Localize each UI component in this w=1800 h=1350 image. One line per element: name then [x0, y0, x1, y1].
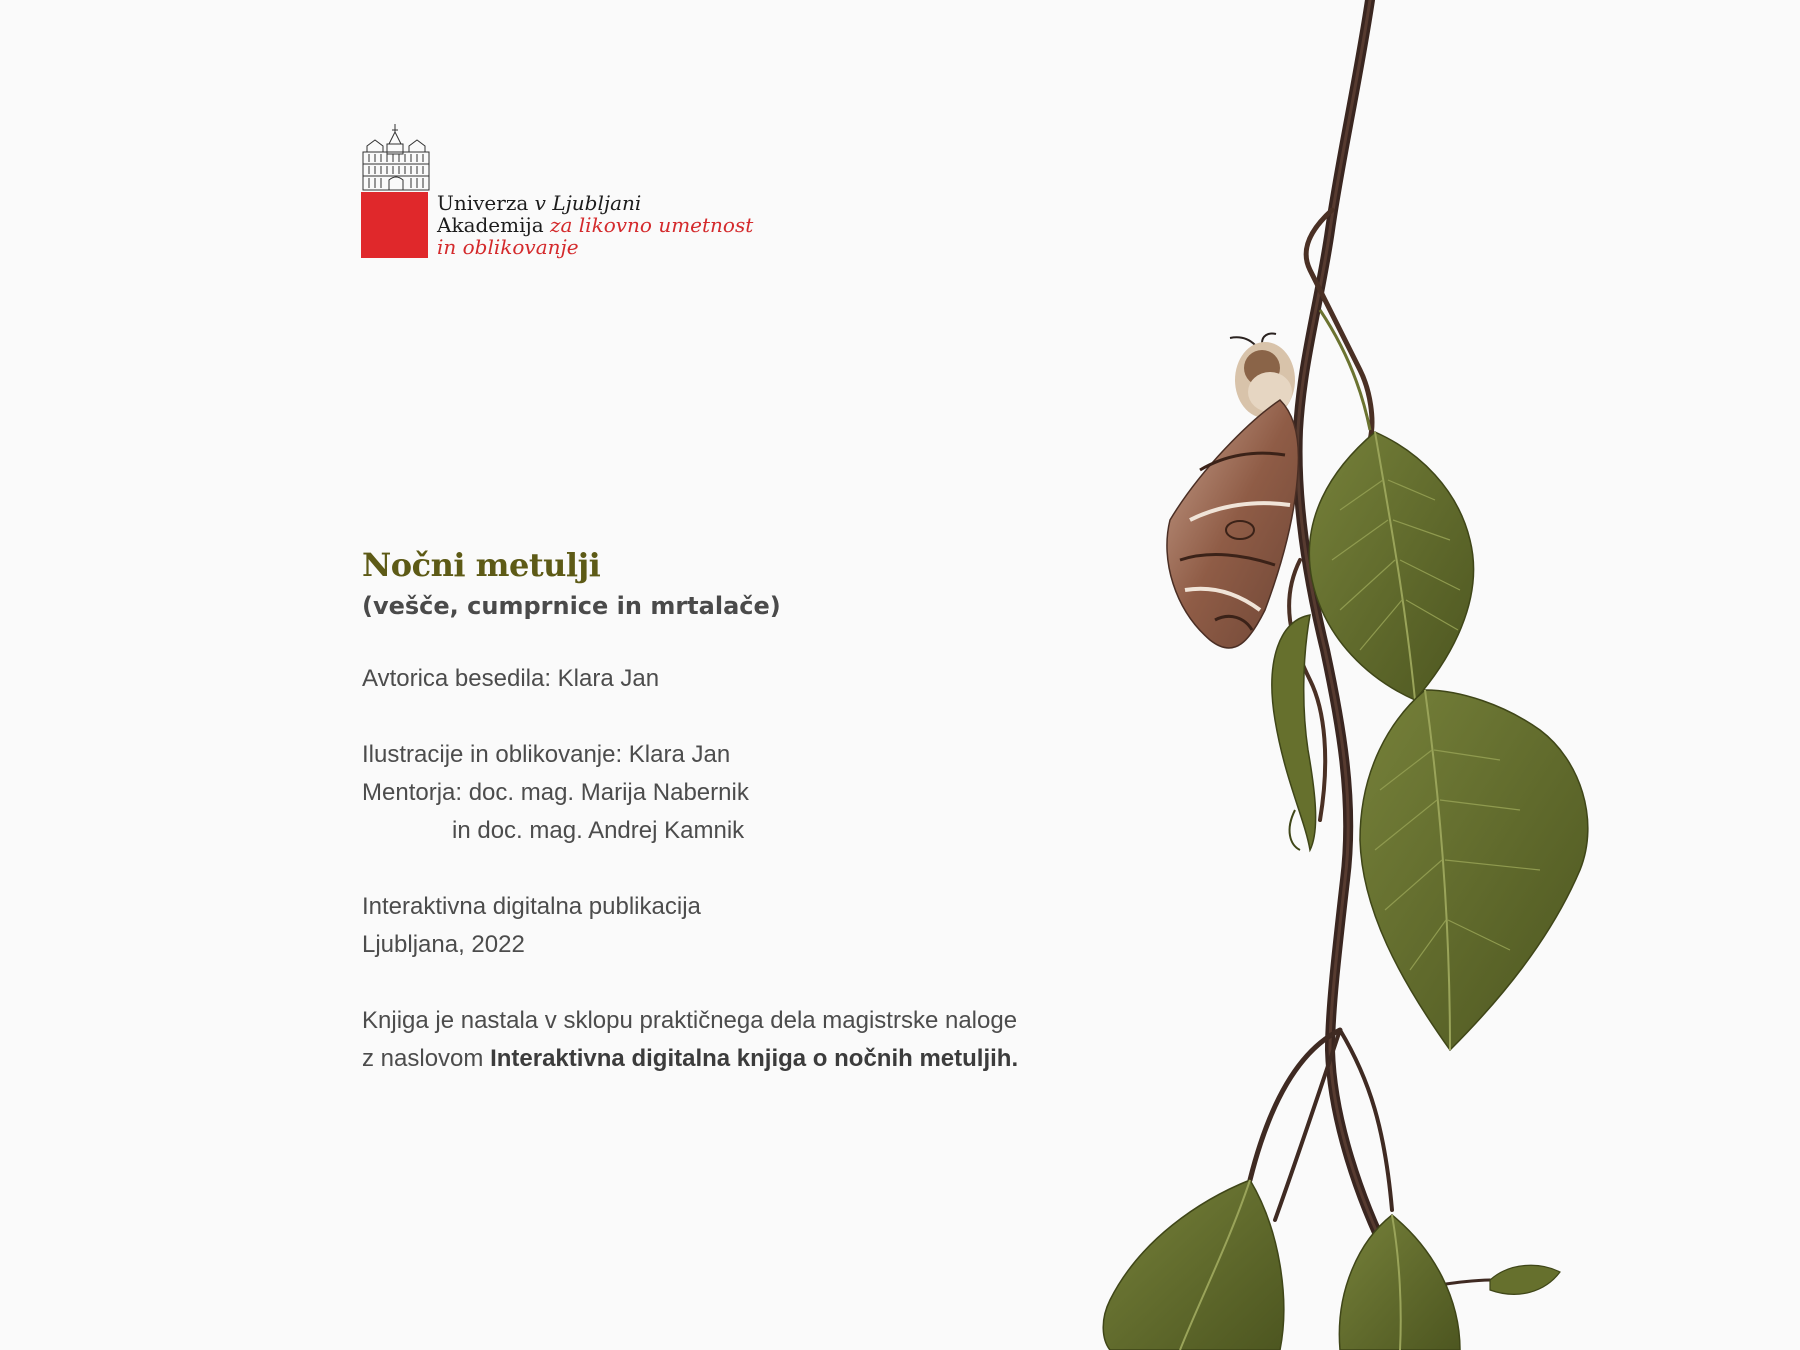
leaf-upper — [1309, 432, 1473, 700]
book-title: Nočni metulji — [362, 546, 601, 584]
mentors-line-2: in doc. mag. Andrej Kamnik — [452, 817, 745, 844]
logo-line-1: Univerza v Ljubljani — [437, 191, 642, 215]
place-year: Ljubljana, 2022 — [362, 931, 525, 958]
leaf-curled — [1272, 615, 1316, 850]
logo-text — [437, 192, 753, 258]
logo-line-2: Akademija za likovno umetnost — [437, 213, 754, 237]
logo-line-3: in oblikovanje — [437, 235, 579, 259]
thesis-title: Interaktivna digitalna knjiga o nočnih metuljih. — [490, 1045, 1019, 1072]
university-logo — [361, 122, 761, 262]
leaf-bottom-center — [1339, 1215, 1460, 1350]
note-line-2: z naslovom Interaktivna digitalna knjiga o nočnih metuljih. — [362, 1045, 1019, 1072]
book-subtitle: (vešče, cumprnice in mrtalače) — [362, 592, 781, 620]
publication-type: Interaktivna digitalna publikacija — [362, 893, 701, 920]
illustration-line: Ilustracije in oblikovanje: Klara Jan — [362, 741, 731, 768]
colophon — [362, 540, 1052, 1078]
leaf-middle — [1360, 690, 1588, 1050]
leaf-small-right — [1490, 1265, 1560, 1294]
building-icon — [361, 122, 431, 192]
note-line-1: Knjiga je nastala v sklopu praktičnega dela magistrske naloge — [362, 1007, 1018, 1034]
author-line: Avtorica besedila: Klara Jan — [362, 665, 660, 692]
birch-branch-illustration — [1040, 0, 1660, 1350]
logo-red-square — [361, 192, 428, 258]
leaf-bottom-left — [1103, 1180, 1284, 1350]
mentors-line-1: Mentorja: doc. mag. Marija Nabernik — [362, 779, 749, 806]
moth-illustration — [1167, 333, 1298, 648]
